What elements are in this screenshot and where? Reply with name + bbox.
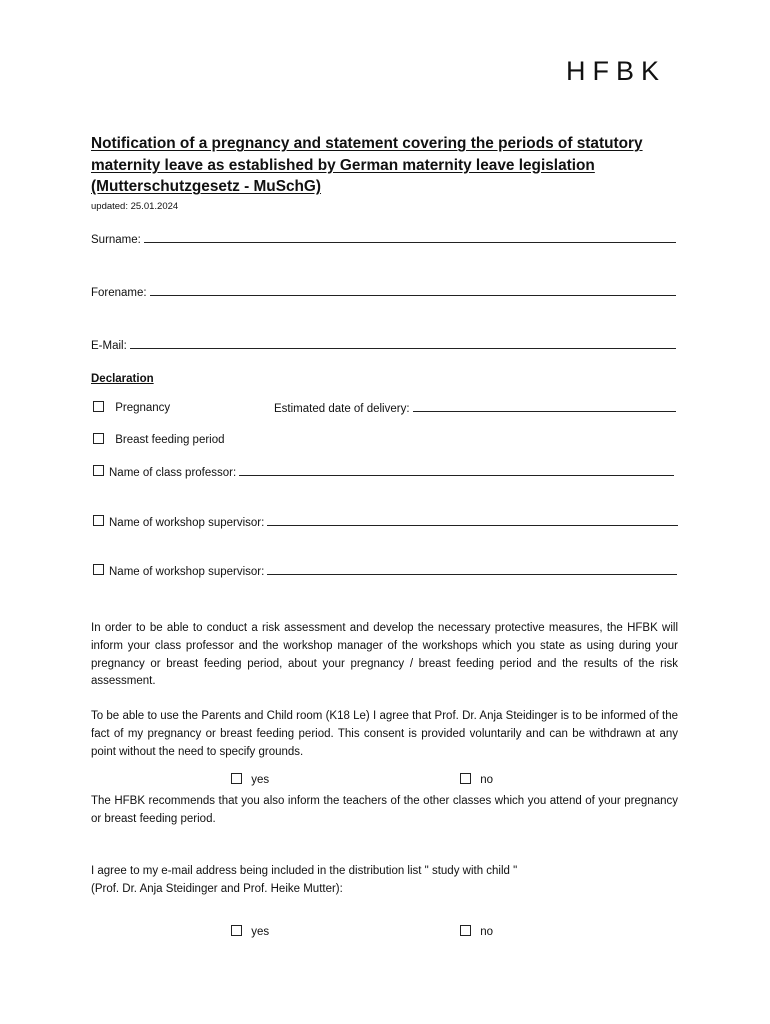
workshop-supervisor-field-1[interactable] [93,515,678,529]
recommendation-paragraph: The HFBK recommends that you also inform the teachers of the other classes which you attend of your pregnancy or breast feeding period. [91,795,678,825]
distribution-line-2: (Prof. Dr. Anja Steidinger and Prof. Heike Mutter): [91,882,343,895]
distribution-yes-option[interactable] [231,925,269,938]
estimated-delivery-field[interactable] [274,401,676,415]
updated-date: updated: 25.01.2024 [91,201,179,212]
class-professor-checkbox[interactable] [93,465,104,476]
workshop-supervisor-checkbox-1[interactable] [93,515,104,526]
class-professor-field[interactable] [93,465,674,479]
parents-room-no-option[interactable] [460,773,493,786]
declaration-heading: Declaration [91,373,154,385]
email-input-line[interactable] [130,338,676,349]
pregnancy-checkbox[interactable] [93,401,104,412]
parents-room-no-label: no [480,774,493,786]
distribution-no-option[interactable] [460,925,493,938]
workshop-supervisor-checkbox-2[interactable] [93,564,104,575]
email-field[interactable] [91,338,676,352]
workshop-supervisor-label-1: Name of workshop supervisor: [109,517,265,529]
forename-label: Forename: [91,287,147,299]
surname-field[interactable] [91,232,676,246]
workshop-supervisor-input-line-1[interactable] [267,515,678,526]
page-title-text: Notification of a pregnancy and statement covering the periods of statutory maternity leave as established by German maternity leave legislation (Mutterschutzgesetz - MuSchG) [91,135,643,195]
distribution-no-checkbox[interactable] [460,925,471,936]
parents-room-yes-option[interactable] [231,773,269,786]
risk-assessment-paragraph: In order to be able to conduct a risk assessment and develop the necessary protective measures, the HFBK will inform your class professor and the workshop manager of the workshops which you state as using during your pregnancy or breast feeding period, about your pregnancy / breast feeding period and the results of the risk assessment. [91,622,678,688]
parents-room-paragraph: To be able to use the Parents and Child room (K18 Le) I agree that Prof. Dr. Anja Steidinger is to be informed of the fact of my pregnancy or breast feeding period. This consent is provided voluntarily and can be withdrawn at any point without the need to specify grounds. [91,710,678,758]
breast-feeding-checkbox[interactable] [93,433,104,444]
parents-room-yes-label: yes [251,774,270,786]
workshop-supervisor-field-2[interactable] [93,564,677,578]
distribution-yes-checkbox[interactable] [231,925,242,936]
estimated-delivery-label: Estimated date of delivery: [274,403,410,415]
parents-room-yes-checkbox[interactable] [231,773,242,784]
surname-input-line[interactable] [144,232,676,243]
workshop-supervisor-input-line-2[interactable] [267,564,677,575]
class-professor-label: Name of class professor: [109,467,237,479]
distribution-no-label: no [480,926,493,938]
distribution-line-1: I agree to my e-mail address being included in the distribution list " study with child " [91,865,518,877]
forename-field[interactable] [91,285,676,299]
pregnancy-label: Pregnancy [115,402,171,414]
pregnancy-option[interactable] [93,401,170,414]
forename-input-line[interactable] [150,285,676,296]
breast-feeding-label: Breast feeding period [115,434,225,446]
class-professor-input-line[interactable] [239,465,674,476]
distribution-yes-label: yes [251,926,270,938]
distribution-paragraph [91,863,517,899]
workshop-supervisor-label-2: Name of workshop supervisor: [109,566,265,578]
page-title [91,133,691,198]
surname-label: Surname: [91,234,141,246]
email-label: E-Mail: [91,340,127,352]
parents-room-no-checkbox[interactable] [460,773,471,784]
hfbk-logo: HFBK [566,56,667,86]
estimated-delivery-input-line[interactable] [413,401,676,412]
breast-feeding-option[interactable] [93,433,225,446]
